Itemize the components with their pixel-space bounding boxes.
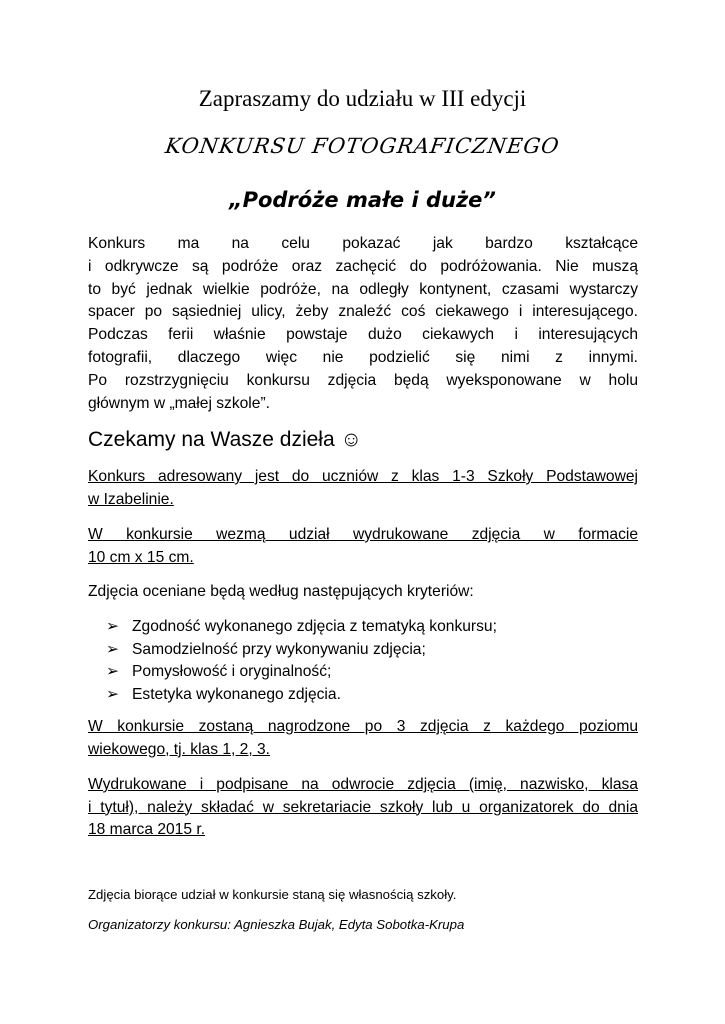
ownership-note: Zdjęcia biorące udział w konkursie staną się własnością szkoły. [88,887,457,902]
list-item [106,661,497,684]
audience-rule [88,466,638,511]
description-line: spacer po sąsiedniej ulicy, żeby znaleźć coś ciekawego i interesującego. [88,303,638,321]
awards-rule [88,716,638,761]
criterion-text: Zgodność wykonanego zdjęcia z tematyką konkursu; [132,618,497,635]
contest-subtitle: „Podróże małe i duże” [229,188,496,212]
contest-title: KONKURSU FOTOGRAFICZNEGO [163,134,562,158]
call-heading: Czekamy na Wasze dzieła ☺ [88,428,362,451]
submission-line: Wydrukowane i podpisane na odwrocie zdjęcia (imię, nazwisko, klasa [88,776,638,793]
description-line: to być jednak wielkie podróże, na odległy kontynent, czasami wystarczy [88,280,638,298]
criteria-intro: Zdjęcia oceniane będą według następujących kryteriów: [88,583,474,600]
submission-line: 18 marca 2015 r. [88,821,206,838]
description-line: Po rozstrzygnięciu konkursu zdjęcia będą wyeksponowane w holu [88,371,638,389]
list-item [106,639,497,662]
submission-rule [88,774,638,842]
list-item [106,684,497,707]
criterion-text: Samodzielność przy wykonywaniu zdjęcia; [132,640,426,658]
awards-line: wiekowego, tj. klas 1, 2, 3. [88,740,271,758]
description-line: Podczas ferii właśnie powstaje dużo ciekawych i interesujących [88,326,638,344]
criterion-text: Pomysłowość i oryginalność; [132,663,332,680]
intro-line: Zapraszamy do udziału w III edycji [198,86,527,111]
awards-line: W konkursie zostaną nagrodzone po 3 zdjęcia z każdego poziomu [88,718,638,735]
description-line: głównym w „małej szkole”. [88,394,270,412]
format-rule [88,524,638,569]
criteria-list [106,616,497,706]
submission-line: i tytuł), należy składać w sekretariacie szkoły lub u organizatorek do dnia [88,798,638,816]
description-line: fotografii, dlaczego więc nie podzielić się nimi z innymi. [88,348,638,366]
description-paragraph [88,233,638,415]
audience-line: Konkurs adresowany jest do uczniów z klas 1-3 Szkoły Podstawowej [88,468,638,485]
arrow-bullet-icon: ➢ [106,663,120,680]
arrow-bullet-icon: ➢ [106,618,120,635]
criterion-text: Estetyka wykonanego zdjęcia. [132,685,341,703]
description-line: Konkurs ma na celu pokazać jak bardzo kształcące [88,235,638,252]
arrow-bullet-icon: ➢ [106,685,120,703]
audience-line: w Izabelinie. [88,490,174,508]
organizers-line: Organizatorzy konkursu: Agnieszka Bujak, Edyta Sobotka-Krupa [88,917,465,932]
list-item [106,616,497,639]
format-line: W konkursie wezmą udział wydrukowane zdjęcia w formacie [88,526,638,543]
description-line: i odkrywcze są podróże oraz zachęcić do podróżowania. Nie muszą [88,257,638,275]
arrow-bullet-icon: ➢ [106,640,120,658]
format-line: 10 cm x 15 cm. [88,548,194,566]
